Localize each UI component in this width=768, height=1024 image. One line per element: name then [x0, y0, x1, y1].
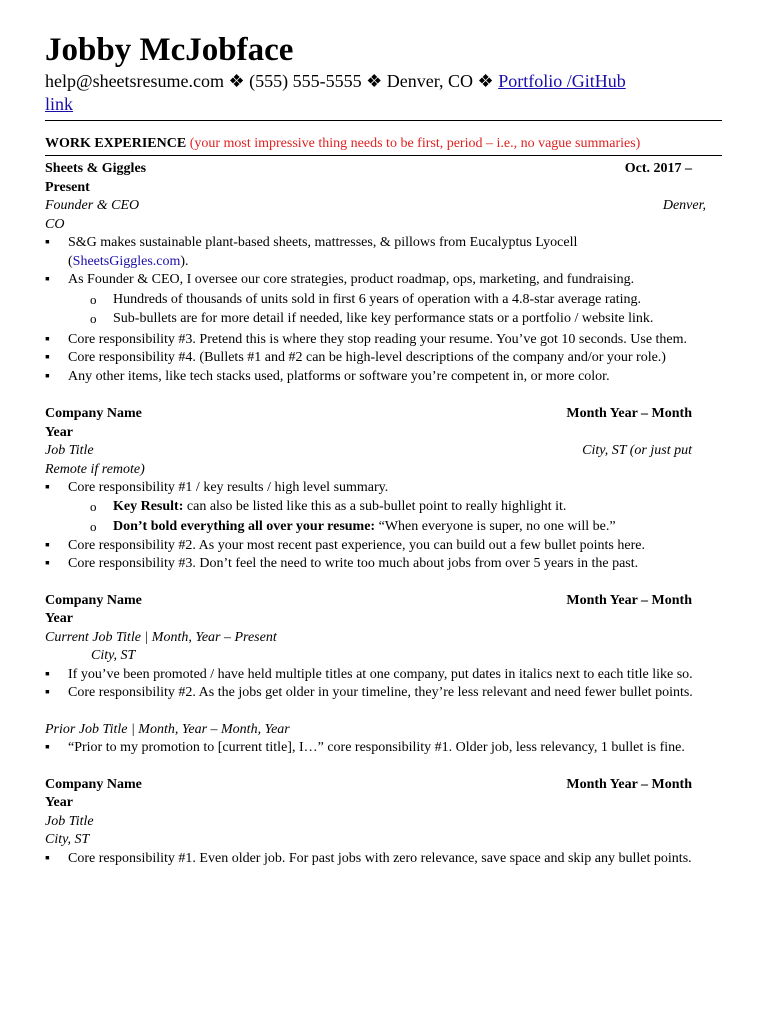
job-dates-continued: Year [45, 795, 73, 810]
company-name: Company Name [45, 592, 142, 608]
job-header-row [45, 160, 722, 179]
job-entry [45, 405, 722, 574]
contact-line [45, 70, 705, 116]
bold-lead: Don’t bold everything all over your resume: [113, 519, 376, 534]
job-location-continued: Remote if remote) [45, 461, 145, 477]
job-entry [45, 776, 722, 869]
company-name: Company Name [45, 406, 142, 421]
prior-job-title: Prior Job Title | Month, Year – Month, Year [45, 721, 290, 737]
job-title-row [45, 197, 722, 216]
list-item: ▪ Core responsibility #2. As your most recent past experience, you can build out a few bullet points here. [45, 537, 722, 556]
sub-text: “When everyone is super, no one will be.” [375, 519, 616, 534]
sub-text: can also be listed like this as a sub-bullet point to really highlight it. [183, 498, 567, 514]
portfolio-link-text-2[interactable]: link [45, 94, 74, 114]
sub-bullets [90, 498, 722, 537]
sub-list-item: o Hundreds of thousands of units sold in first 6 years of operation with a 4.8-star average rating. [90, 291, 722, 310]
job-header-row [45, 776, 722, 795]
bold-lead: Key Result: [113, 498, 184, 514]
job-entry [45, 592, 722, 758]
job-location: City, ST [45, 832, 90, 847]
prior-job-bullets [45, 739, 722, 758]
job-dates: Month Year – Month [566, 592, 692, 608]
job-location: City, ST (or just put [582, 443, 692, 458]
section-title: WORK EXPERIENCE [45, 136, 187, 151]
job-bullets [45, 850, 722, 869]
paren-open: ( [68, 253, 73, 269]
section-heading [45, 121, 722, 154]
list-item: ▪ Core responsibility #2. As the jobs get older in your timeline, they’re less relevant and need fewer bullet points. [45, 684, 722, 703]
list-item [45, 234, 722, 271]
job-bullets [45, 666, 722, 703]
sub-bullets [90, 291, 722, 329]
sub-list-item [90, 518, 722, 537]
company-name: Sheets & Giggles [45, 161, 147, 176]
list-item: ▪ Core responsibility #3. Don’t feel the need to write too much about jobs from over 5 years in the past. [45, 555, 722, 574]
job-dates: Month Year – Month [566, 776, 692, 792]
bullet-text: Core responsibility #1 / key results / high level summary. [68, 480, 389, 495]
paren-close: ). [180, 253, 189, 269]
list-item: ▪ Any other items, like tech stacks used, platforms or software you’re competent in, or more color. [45, 368, 722, 387]
list-item [45, 479, 722, 537]
job-title: Job Title [45, 443, 94, 458]
job-entry [45, 160, 722, 386]
sub-list-item [90, 498, 722, 517]
sub-list-item: o Sub-bullets are for more detail if needed, like key performance stats or a portfolio / website link. [90, 310, 722, 329]
website-link[interactable]: SheetsGiggles.com [72, 253, 181, 269]
job-bullets [45, 234, 722, 386]
job-location: City, ST [91, 648, 136, 663]
company-name: Company Name [45, 776, 142, 792]
job-header-row [45, 405, 722, 424]
portfolio-link-text-1[interactable]: Portfolio /GitHub [498, 71, 626, 91]
job-title-row [45, 442, 722, 461]
job-title: Current Job Title | Month, Year – Present [45, 629, 277, 645]
job-dates-continued: Year [45, 424, 73, 440]
job-bullets [45, 479, 722, 574]
job-location: Denver, [662, 198, 706, 213]
candidate-name: Jobby McJobface [45, 32, 294, 68]
list-item: ▪ If you’ve been promoted / have held multiple titles at one company, put dates in italics next to each title like so. [45, 666, 722, 685]
job-location-continued: CO [45, 216, 65, 232]
job-dates-continued: Present [45, 179, 90, 195]
bullet-text: S&G makes sustainable plant-based sheets, mattresses, & pillows from Eucalyptus Lyocell [68, 235, 578, 250]
list-item: ▪ Core responsibility #1. Even older job. For past jobs with zero relevance, save space and skip any bullet points. [45, 850, 722, 869]
contact-details: help@sheetsresume.com ❖ (555) 555-5555 ❖ Denver, CO ❖ [45, 71, 499, 91]
list-item [45, 271, 722, 329]
list-item: ▪ “Prior to my promotion to [current title], I…” core responsibility #1. Older job, less relevancy, 1 bullet is fine. [45, 739, 722, 758]
job-title: Job Title [45, 813, 94, 829]
job-dates-continued: Year [45, 611, 73, 626]
bullet-text: As Founder & CEO, I oversee our core strategies, product roadmap, ops, marketing, and fundraising. [68, 272, 635, 287]
list-item: ▪ Core responsibility #3. Pretend this is where they stop reading your resume. You’ve got 10 seconds. Use them. [45, 331, 722, 350]
job-dates: Oct. 2017 – [624, 161, 692, 176]
job-header-row [45, 592, 722, 611]
section-note: (your most impressive thing needs to be first, period – i.e., no vague summaries) [189, 136, 641, 151]
job-title: Founder & CEO [45, 198, 140, 213]
list-item: ▪ Core responsibility #4. (Bullets #1 and #2 can be high-level descriptions of the company and/or your role.) [45, 349, 722, 368]
section-divider [45, 155, 722, 156]
job-dates: Month Year – Month [566, 406, 692, 421]
resume-page [45, 30, 722, 868]
